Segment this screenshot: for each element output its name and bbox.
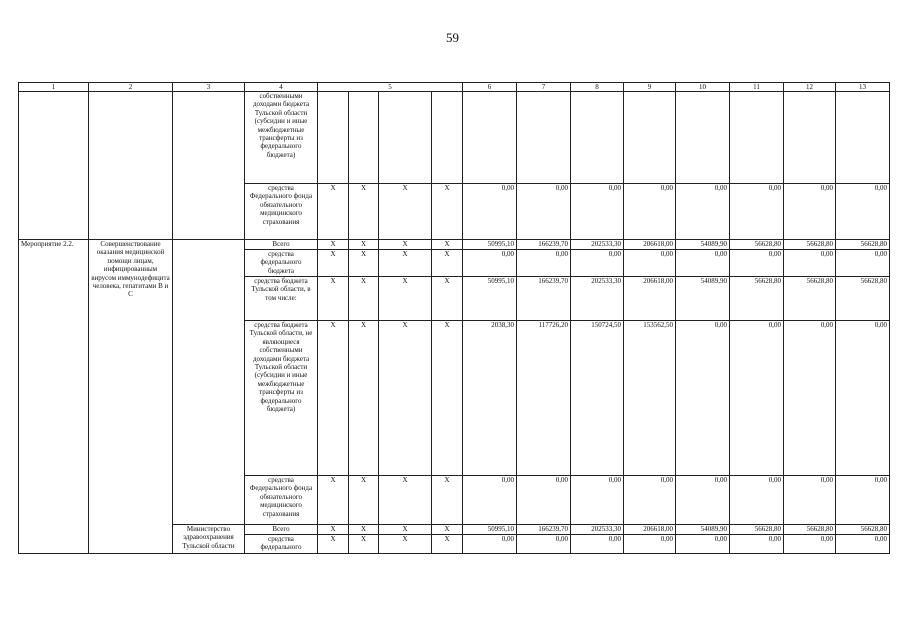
value-cell: 56628,80 — [784, 525, 836, 535]
value-cell: 166239,70 — [517, 525, 571, 535]
value-cell: 0,00 — [730, 250, 784, 277]
value-cell: 0,00 — [517, 476, 571, 525]
value-cell: 0,00 — [571, 476, 624, 525]
x-mark-cell: X — [379, 535, 432, 554]
header-row — [19, 83, 890, 92]
page-number: 59 — [446, 30, 459, 45]
value-cell — [730, 92, 784, 184]
value-cell — [463, 92, 517, 184]
x-mark-cell: X — [349, 277, 379, 321]
value-cell: 0,00 — [517, 184, 571, 240]
value-cell: 54089,90 — [676, 240, 730, 250]
value-cell: 50995,10 — [463, 240, 517, 250]
value-cell: 50995,10 — [463, 277, 517, 321]
value-cell — [784, 92, 836, 184]
value-cell: 0,00 — [624, 535, 676, 554]
value-cell: 0,00 — [730, 535, 784, 554]
value-cell: 202533,30 — [571, 277, 624, 321]
x-mark-cell: X — [318, 535, 349, 554]
value-cell: 0,00 — [784, 184, 836, 240]
x-mark-cell: X — [318, 476, 349, 525]
value-cell: 0,00 — [784, 250, 836, 277]
value-cell: 202533,30 — [571, 240, 624, 250]
value-cell: 0,00 — [730, 321, 784, 476]
x-mark-cell: X — [432, 321, 463, 476]
value-cell — [571, 92, 624, 184]
value-cell: 202533,30 — [571, 525, 624, 535]
measure-name: Мероприятие 2.2. — [19, 240, 89, 554]
x-mark-cell: X — [432, 184, 463, 240]
header-cell: 11 — [730, 83, 784, 92]
value-cell: 56628,80 — [836, 277, 890, 321]
funding-source-cell: собственными доходами бюджета Тульской области (субсидии и иные межбюджетные трансферты из федерального бюджета) — [245, 92, 318, 184]
funding-source-cell: средства федерального бюджета — [245, 250, 318, 277]
table-row — [19, 92, 890, 184]
x-mark-cell: X — [349, 525, 379, 535]
x-mark-cell: X — [432, 277, 463, 321]
value-cell: 56628,80 — [730, 525, 784, 535]
x-mark-cell: X — [379, 525, 432, 535]
funding-source-cell: средства бюджета Тульской области, в том числе: — [245, 277, 318, 321]
header-cell: 3 — [173, 83, 245, 92]
x-mark-cell: X — [379, 250, 432, 277]
value-cell: 0,00 — [624, 184, 676, 240]
header-cell: 8 — [571, 83, 624, 92]
value-cell: 0,00 — [676, 476, 730, 525]
funding-source-cell: средства Федерального фонда обязательного медицинского страхования — [245, 476, 318, 525]
x-mark-cell — [318, 92, 349, 184]
table-row — [19, 240, 890, 250]
funding-source-cell: средства федерального — [245, 535, 318, 554]
measure-description: Совершенствование оказания медицинской помощи лицам, инфицированным вирусом иммунодефицита человека, гепатитами B и C — [89, 240, 173, 554]
x-mark-cell: X — [349, 476, 379, 525]
value-cell: 0,00 — [676, 535, 730, 554]
value-cell: 0,00 — [836, 321, 890, 476]
value-cell — [676, 92, 730, 184]
value-cell: 0,00 — [571, 535, 624, 554]
value-cell: 54089,90 — [676, 525, 730, 535]
value-cell: 50995,10 — [463, 525, 517, 535]
x-mark-cell: X — [432, 240, 463, 250]
value-cell — [517, 92, 571, 184]
header-cell: 4 — [245, 83, 318, 92]
x-mark-cell: X — [349, 250, 379, 277]
empty-cell — [173, 240, 245, 525]
value-cell: 0,00 — [517, 535, 571, 554]
x-mark-cell: X — [432, 535, 463, 554]
value-cell — [624, 92, 676, 184]
x-mark-cell: X — [432, 525, 463, 535]
value-cell: 0,00 — [624, 250, 676, 277]
value-cell: 56628,80 — [784, 277, 836, 321]
value-cell: 56628,80 — [784, 240, 836, 250]
x-mark-cell — [432, 92, 463, 184]
value-cell: 166239,70 — [517, 240, 571, 250]
value-cell: 206618,00 — [624, 525, 676, 535]
header-cell: 9 — [624, 83, 676, 92]
x-mark-cell: X — [349, 535, 379, 554]
value-cell: 150724,50 — [571, 321, 624, 476]
value-cell: 206618,00 — [624, 240, 676, 250]
x-mark-cell — [379, 92, 432, 184]
value-cell: 56628,80 — [836, 525, 890, 535]
x-mark-cell: X — [379, 277, 432, 321]
value-cell: 166239,70 — [517, 277, 571, 321]
header-cell: 10 — [676, 83, 730, 92]
value-cell: 0,00 — [624, 476, 676, 525]
value-cell — [836, 92, 890, 184]
value-cell: 0,00 — [571, 184, 624, 240]
value-cell: 153562,50 — [624, 321, 676, 476]
budget-table — [18, 82, 890, 554]
value-cell: 0,00 — [836, 184, 890, 240]
value-cell: 0,00 — [463, 535, 517, 554]
header-cell: 13 — [836, 83, 890, 92]
value-cell: 206618,00 — [624, 277, 676, 321]
x-mark-cell: X — [318, 525, 349, 535]
header-cell: 5 — [318, 83, 463, 92]
x-mark-cell: X — [432, 250, 463, 277]
value-cell: 0,00 — [784, 535, 836, 554]
value-cell: 0,00 — [784, 321, 836, 476]
x-mark-cell: X — [379, 240, 432, 250]
empty-cell — [89, 92, 173, 240]
value-cell: 0,00 — [517, 250, 571, 277]
value-cell: 0,00 — [784, 476, 836, 525]
value-cell: 0,00 — [676, 321, 730, 476]
funding-source-cell: средства Федерального фонда обязательного медицинского страхования — [245, 184, 318, 240]
funding-source-cell: средства бюджета Тульской области, не являющиеся собственными доходами бюджета Тульской области (субсидии и иные межбюджетные трансферты из федерального бюджета) — [245, 321, 318, 476]
value-cell: 0,00 — [463, 250, 517, 277]
x-mark-cell: X — [318, 250, 349, 277]
value-cell: 54089,90 — [676, 277, 730, 321]
x-mark-cell: X — [318, 321, 349, 476]
value-cell: 0,00 — [463, 476, 517, 525]
funding-source-cell: Всего — [245, 240, 318, 250]
value-cell: 0,00 — [730, 476, 784, 525]
header-cell: 6 — [463, 83, 517, 92]
header-cell: 7 — [517, 83, 571, 92]
x-mark-cell: X — [349, 321, 379, 476]
value-cell: 0,00 — [836, 476, 890, 525]
value-cell: 0,00 — [836, 535, 890, 554]
x-mark-cell: X — [318, 184, 349, 240]
value-cell: 0,00 — [676, 184, 730, 240]
header-cell: 1 — [19, 83, 89, 92]
x-mark-cell: X — [349, 184, 379, 240]
header-cell: 2 — [89, 83, 173, 92]
value-cell: 2038,30 — [463, 321, 517, 476]
x-mark-cell: X — [318, 240, 349, 250]
x-mark-cell: X — [379, 321, 432, 476]
value-cell: 56628,80 — [730, 240, 784, 250]
header-cell: 12 — [784, 83, 836, 92]
value-cell: 117726,20 — [517, 321, 571, 476]
empty-cell — [173, 92, 245, 240]
x-mark-cell: X — [379, 476, 432, 525]
x-mark-cell: X — [318, 277, 349, 321]
value-cell: 56628,80 — [836, 240, 890, 250]
value-cell: 0,00 — [676, 250, 730, 277]
value-cell: 0,00 — [730, 184, 784, 240]
x-mark-cell — [349, 92, 379, 184]
value-cell: 56628,80 — [730, 277, 784, 321]
x-mark-cell: X — [379, 184, 432, 240]
funding-source-cell: Всего — [245, 525, 318, 535]
value-cell: 0,00 — [836, 250, 890, 277]
x-mark-cell: X — [432, 476, 463, 525]
value-cell: 0,00 — [571, 250, 624, 277]
executor-name: Министерство здравоохранения Тульской области — [173, 525, 245, 554]
empty-cell — [19, 92, 89, 240]
value-cell: 0,00 — [463, 184, 517, 240]
x-mark-cell: X — [349, 240, 379, 250]
